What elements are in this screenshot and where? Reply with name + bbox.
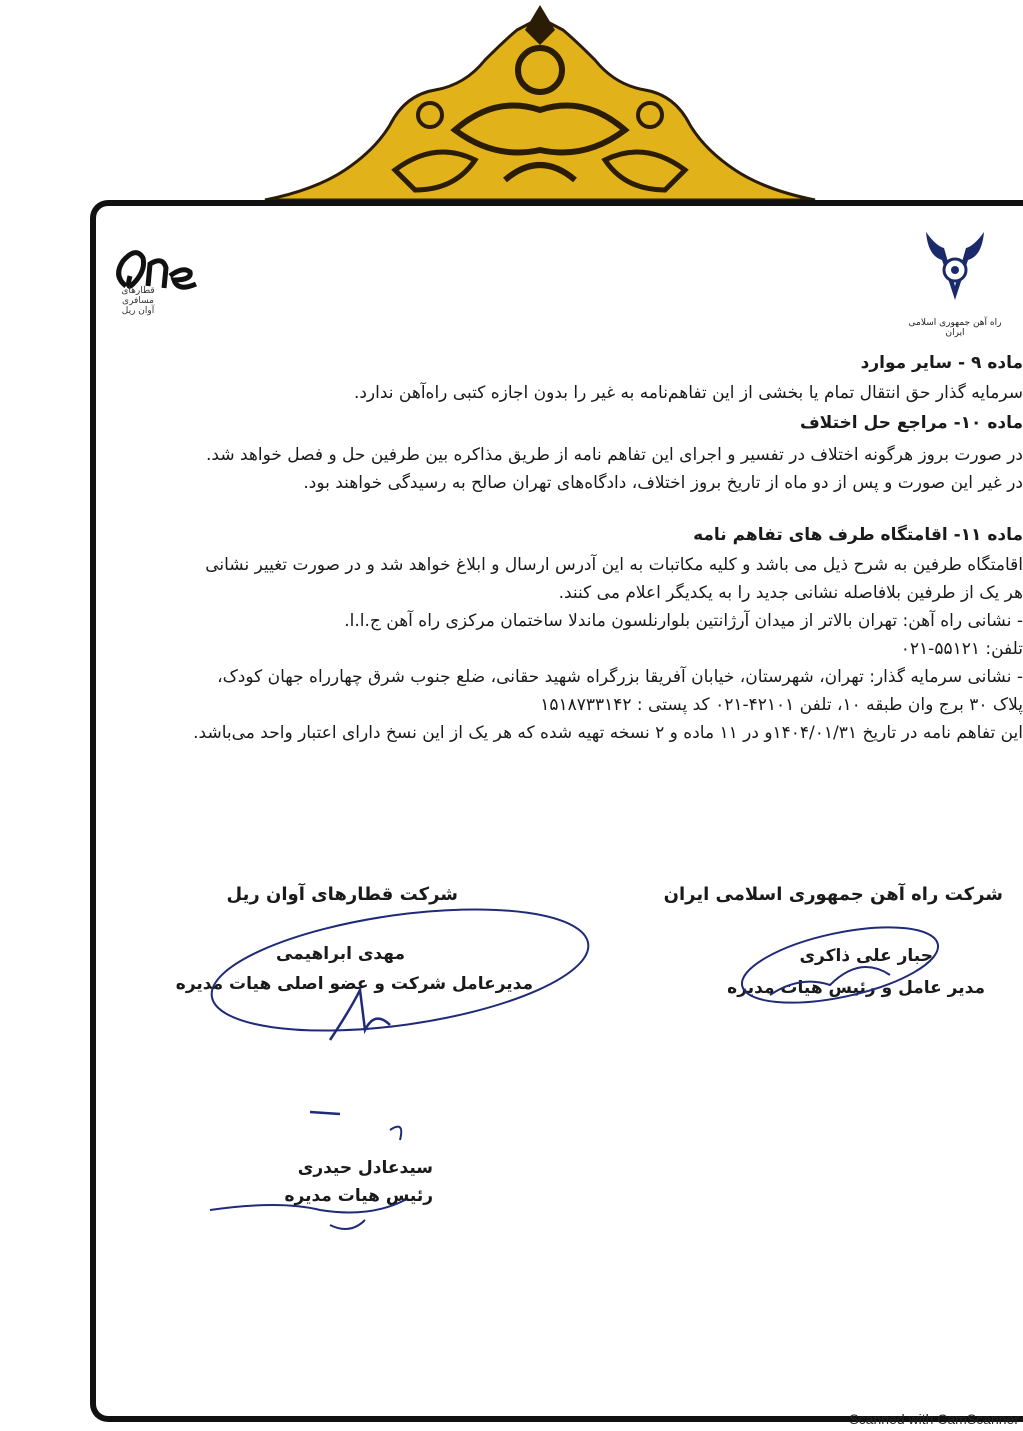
article-10-text-1: در صورت بروز هرگونه اختلاف در تفسیر و اجرای این تفاهم نامه از طریق مذاکره بین طرفین حل و فصل خواهد شد. bbox=[206, 445, 1023, 465]
decorative-ornament-header bbox=[255, 0, 825, 215]
scanner-watermark: Scanned with CamScanner bbox=[849, 1411, 1019, 1427]
railway-phone: تلفن: ۵۵۱۲۱-۰۲۱ bbox=[900, 639, 1023, 659]
chairman-role: رئیس هیات مدیره bbox=[284, 1186, 433, 1206]
article-9-heading: ماده ۹ - سایر موارد bbox=[860, 353, 1023, 373]
article-9-text: سرمایه گذار حق انتقال تمام یا بخشی از این تفاهم‌نامه به غیر را بدون اجازه کتبی راه‌آهن ندارد. bbox=[353, 383, 1023, 403]
avan-rail-logo-caption: قطارهای مسافری آوان ریل bbox=[121, 286, 155, 316]
closing-statement: این تفاهم نامه در تاریخ ۱۴۰۴/۰۱/۳۱و در ۱۱ ماده و ۲ نسخه تهیه شده که هر یک از این نسخ دارای اعتبار واحد می‌باشد. bbox=[193, 723, 1023, 743]
article-10-heading: ماده ۱۰- مراجع حل اختلاف bbox=[799, 413, 1023, 433]
right-signatory-name: جبار علی ذاکری bbox=[799, 946, 933, 966]
right-signatory-company: شرکت راه آهن جمهوری اسلامی ایران bbox=[663, 884, 1003, 905]
investor-address-1: - نشانی سرمایه گذار: تهران، شهرستان، خیابان آفریقا بزرگراه شهید حقانی، ضلع جنوب شرق چهارراه جهان کودک، bbox=[217, 667, 1023, 687]
railway-address: - نشانی راه آهن: تهران بالاتر از میدان آرژانتین بلوارنلسون ماندلا ساختمان مرکزی راه آهن ج.ا.ا. bbox=[344, 611, 1023, 631]
document-body bbox=[93, 345, 1023, 743]
article-10-text-2: در غیر این صورت و پس از دو ماه از تاریخ بروز اختلاف، دادگاه‌های تهران صالح به رسیدگی خواهند بود. bbox=[303, 473, 1023, 493]
article-11-text-2: هر یک از طرفین بلافاصله نشانی جدید را به یکدیگر اعلام می کنند. bbox=[558, 583, 1023, 603]
article-11-text-1: اقامتگاه طرفین به شرح ذیل می باشد و کلیه مکاتبات به این آدرس ارسال و ابلاغ خواهد شد و در صورت تغییر نشانی bbox=[205, 555, 1023, 575]
rai-emblem-caption: راه آهن جمهوری اسلامی ایران bbox=[908, 318, 1002, 338]
left-signatory-role: مدیرعامل شرکت و عضو اصلی هیات مدیره bbox=[175, 974, 533, 994]
chairman-name: سیدعادل حیدری bbox=[297, 1158, 433, 1178]
right-signatory-role: مدیر عامل و رئیس هیات مدیره bbox=[727, 978, 985, 998]
article-11-heading: ماده ۱۱- اقامتگاه طرف های تفاهم نامه bbox=[693, 525, 1023, 545]
blank-line bbox=[93, 493, 1023, 517]
left-signatory-company: شرکت قطارهای آوان ریل bbox=[226, 884, 458, 905]
investor-address-2: پلاک ۳۰ برج وان طبقه ۱۰، تلفن ۴۲۱۰۱-۰۲۱ کد پستی : ۱۵۱۸۷۳۳۱۴۲ bbox=[540, 695, 1023, 715]
left-signatory-name: مهدی ابراهیمی bbox=[275, 944, 405, 964]
rai-emblem-icon bbox=[922, 226, 988, 310]
